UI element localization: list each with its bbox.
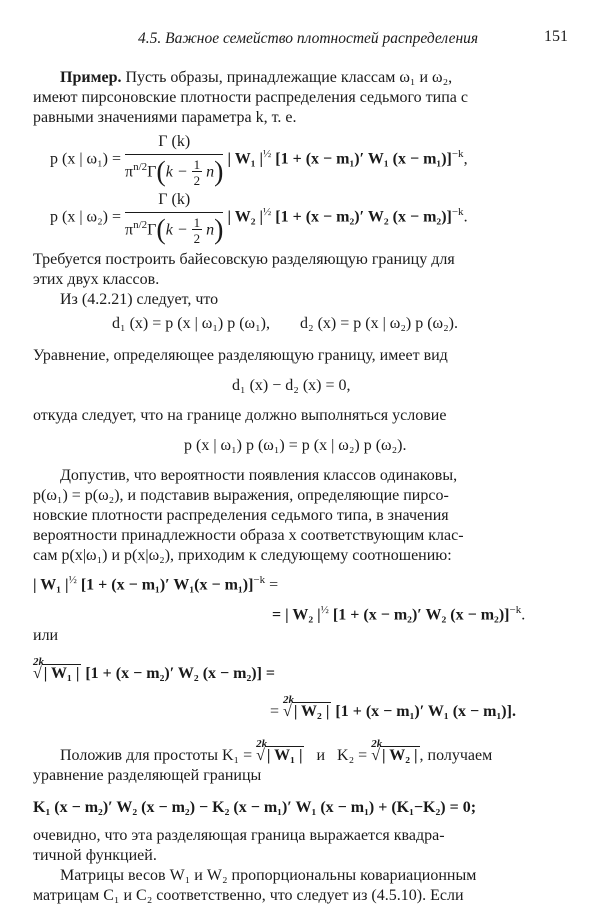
eq-text: K₁ (x − m₂)′ W₂ (x − m₂) − K₂ (x − m₁)′ W₁ (x − m₁) + (K₁−K₂) = 0;	[33, 799, 477, 816]
punctuation: .	[521, 606, 526, 624]
running-head: 4.5. Важное семейство плотностей распределения	[138, 30, 479, 47]
paragraph-line	[33, 738, 568, 766]
half-fraction	[192, 216, 203, 245]
paragraph-line: новские плотности распределения седьмого типа, в значения	[33, 507, 449, 524]
den-k: k −	[165, 221, 188, 239]
den-k: k −	[165, 163, 188, 181]
root-index: 2k	[283, 694, 295, 706]
equals-sign: =	[269, 576, 279, 594]
paragraph-or	[33, 626, 568, 646]
paragraph-assume	[33, 466, 568, 566]
paragraph-matrix	[33, 866, 568, 906]
eq-lhs: p (x | ω₁) =	[50, 150, 121, 168]
den-n: n	[206, 221, 215, 239]
eq-body: [1 + (x − m₁)′ W₁(x − m₁)]	[80, 576, 254, 594]
half-den: 2	[193, 231, 201, 247]
half-fraction	[192, 158, 203, 187]
exponent: ½	[263, 205, 272, 218]
exponent: −k	[451, 147, 464, 160]
equation-density-1	[50, 132, 468, 187]
gamma-symbol: Γ	[147, 163, 157, 181]
equation-density-2	[50, 190, 468, 245]
paragraph-line: сам p(x|ω₁) и p(x|ω₂), приходим к следующему соотношению:	[33, 547, 452, 564]
paragraph-line	[33, 68, 568, 88]
paragraph-line: Требуется построить байесовскую разделяющую границу для	[33, 251, 455, 268]
paren: (	[156, 156, 166, 188]
radicand: | W₁ |	[43, 665, 80, 682]
eq-body: [1 + (x − m₂)′ W₂ (x − m₂)] =	[85, 665, 276, 682]
paren: )	[214, 214, 224, 246]
half-num: 1	[193, 215, 201, 231]
pi-symbol: π	[125, 163, 134, 181]
radicand: | W₁ |	[266, 747, 303, 764]
equals-sign: =	[270, 703, 280, 720]
radical: 2k √ | W₂ |	[371, 746, 419, 766]
text-run: Положив для простоты K₁ =	[60, 747, 253, 764]
equation-condition	[184, 436, 407, 456]
paragraph-obvious	[33, 826, 568, 866]
fraction-denominator	[125, 155, 223, 187]
paragraph-line: этих двух классов.	[33, 271, 160, 288]
punctuation: ,	[463, 150, 468, 168]
text-run: Пусть образы, принадлежащие классам ω₁ и ω₂,	[125, 69, 453, 86]
eq-determinant: | W₂ |	[227, 208, 264, 226]
root-index: 2k	[33, 656, 44, 668]
equation-difference	[232, 376, 351, 396]
paragraph-boundary-eq	[33, 346, 568, 366]
eq-right: d₂ (x) = p (x | ω₂) p (ω₂).	[300, 315, 458, 332]
punctuation: .	[463, 208, 468, 226]
exponent: ½	[263, 147, 272, 160]
paragraph-line: равными значениями параметра k, т. е.	[33, 109, 297, 126]
page-number: 151	[544, 28, 568, 45]
paragraph-line: p(ω₁) = p(ω₂), и подставив выражения, определяющие пирсо-	[33, 487, 449, 504]
eq-body: [1 + (x − m₁)′ W₁ (x − m₁)]	[275, 150, 452, 168]
fraction-numerator: Γ (k)	[125, 132, 223, 155]
paragraph-condition	[33, 406, 568, 426]
half-num: 1	[193, 157, 201, 173]
paragraph-line: Матрицы весов W₁ и W₂ пропорциональны ковариационным	[60, 867, 477, 884]
exponent: −k	[451, 205, 464, 218]
fraction-numerator: Γ (k)	[125, 190, 223, 213]
eq-determinant: | W₁ |	[33, 576, 69, 594]
paragraph-line: Допустив, что вероятности появления классов одинаковы,	[60, 467, 458, 484]
paragraph-line: Из (4.2.21) следует, что	[60, 291, 219, 308]
exponent: ½	[68, 574, 77, 586]
text-run: и	[316, 747, 326, 764]
paragraph-line: имеют пирсоновские плотности распределения седьмого типа с	[33, 89, 468, 106]
radicand: | W₂ |	[381, 747, 418, 764]
radical: 2k √ | W₁ |	[256, 746, 304, 766]
paragraph-line: Уравнение, определяющее разделяющую границу, имеет вид	[33, 347, 448, 364]
page-header	[0, 30, 600, 54]
paragraph-line: или	[33, 627, 59, 644]
eq-text: p (x | ω₁) p (ω₁) = p (x | ω₂) p (ω₂).	[184, 437, 407, 454]
exponent: −k	[509, 604, 522, 616]
exponent: −k	[253, 574, 266, 586]
gamma-symbol: Γ	[147, 221, 157, 239]
eq-determinant: | W₁ |	[227, 150, 264, 168]
exponent: ½	[320, 604, 329, 616]
eq-left: d₁ (x) = p (x | ω₁) p (ω₁),	[112, 315, 270, 332]
root-index: 2k	[256, 738, 268, 750]
paragraph-line: очевидно, что эта разделяющая граница выражается квадра-	[33, 827, 445, 844]
equation-equality-line2	[272, 600, 525, 625]
eq-fraction	[125, 132, 223, 187]
radical: 2k √ | W₂ |	[283, 702, 331, 722]
radicand: | W₂ |	[293, 703, 330, 720]
den-n: n	[206, 163, 215, 181]
text-run: K₂ =	[337, 747, 368, 764]
eq-body: [1 + (x − m₂)′ W₂ (x − m₂)]	[332, 606, 510, 624]
paragraph-task	[33, 250, 568, 310]
equation-equality-line1	[33, 570, 278, 595]
eq-text: d₁ (x) − d₂ (x) = 0,	[232, 377, 351, 394]
equation-root-line2	[270, 694, 516, 722]
example-title: Пример.	[60, 69, 122, 86]
eq-determinant: = | W₂ |	[272, 606, 321, 624]
text-run: , получаем	[419, 747, 493, 764]
eq-body: [1 + (x − m₁)′ W₁ (x − m₁)].	[335, 703, 516, 720]
paragraph-line: уравнение разделяющей границы	[33, 767, 262, 784]
paragraph-line: тичной функцией.	[33, 847, 157, 864]
eq-body: [1 + (x − m₂)′ W₂ (x − m₂)]	[275, 208, 452, 226]
eq-fraction	[125, 190, 223, 245]
half-den: 2	[193, 173, 201, 189]
pi-symbol: π	[125, 221, 134, 239]
paragraph-line: вероятности принадлежности образа x соответствующим клас-	[33, 527, 464, 544]
root-index: 2k	[371, 738, 383, 750]
equation-discriminants	[112, 314, 458, 334]
exponent: n/2	[133, 161, 148, 173]
paren: (	[156, 214, 166, 246]
paren: )	[214, 156, 224, 188]
paragraph-line: откуда следует, что на границе должно выполняться условие	[33, 407, 447, 424]
paragraph-line: матрицам C₁ и C₂ соответственно, что следует из (4.5.10). Если	[33, 887, 464, 904]
fraction-denominator	[125, 213, 223, 245]
equation-root-line1	[33, 656, 276, 684]
radical: 2k √ | W₁ |	[33, 664, 81, 684]
equation-boundary	[33, 798, 476, 818]
paragraph-example	[33, 68, 568, 128]
eq-lhs: p (x | ω₂) =	[50, 208, 121, 226]
paragraph-put	[33, 738, 568, 786]
exponent: n/2	[133, 219, 148, 231]
